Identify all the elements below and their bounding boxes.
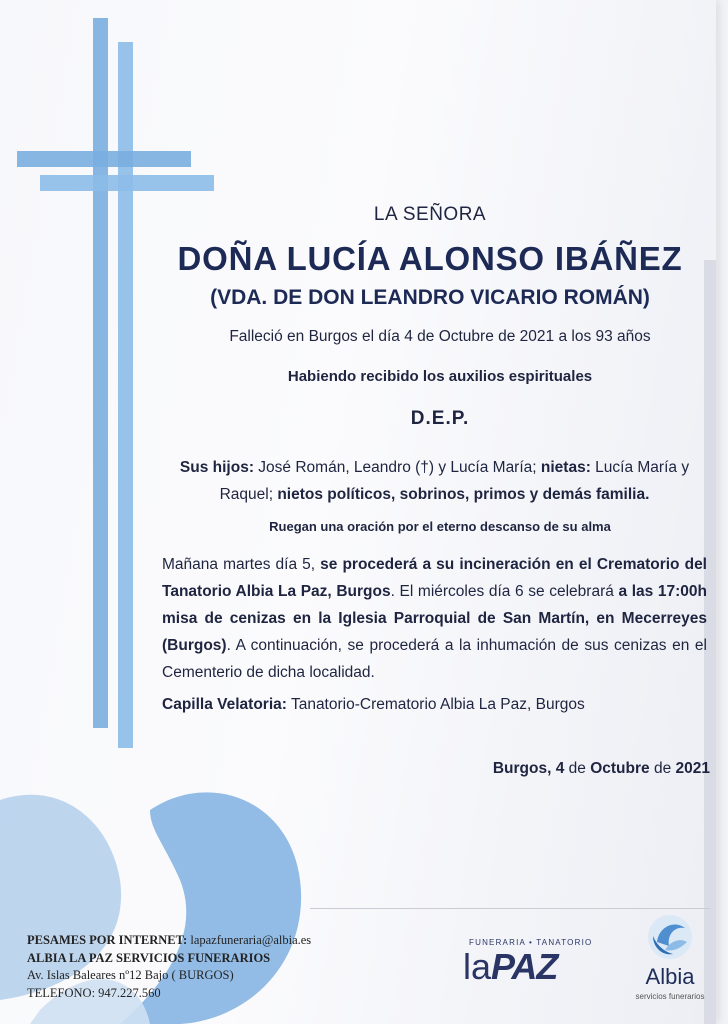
condolences-email[interactable]: lapazfuneraria@albia.es (190, 933, 312, 947)
title-prefix: LA SEÑORA (373, 204, 487, 225)
family-rest: nietos políticos, sobrinos, primos y demás familia. (277, 486, 650, 503)
la-paz-logo (463, 938, 613, 988)
cross-icon-vertical-1 (93, 18, 108, 728)
family-paragraph (162, 454, 707, 508)
deceased-name: DOÑA LUCÍA ALONSO IBÁÑEZ (177, 240, 683, 277)
date-de-2: de (653, 760, 672, 777)
albia-emblem-icon (645, 912, 695, 962)
arrangements-part-2: se procederá a su incineración en el Crematorio del Tanatorio Albia La Paz, Burgos (162, 556, 707, 600)
funeral-home-contact (27, 932, 311, 1002)
condolences-label: PESAMES POR INTERNET: (27, 933, 188, 947)
chapel-label: Capilla Velatoria: (162, 696, 287, 713)
albia-logo (630, 912, 710, 1012)
hijos-names: José Román, Leandro (†) y Lucía María; (254, 459, 541, 476)
date-month: Octubre (590, 760, 650, 777)
date-city: Burgos, (492, 760, 552, 777)
arrangements-part-1: Mañana martes día 5, (162, 556, 321, 573)
date-line (400, 760, 710, 778)
arrangements-paragraph (162, 551, 707, 686)
company-name: ALBIA LA PAZ SERVICIOS FUNERARIOS (27, 950, 271, 965)
chapel-value: Tanatorio-Crematorio Albia La Paz, Burgos (286, 696, 585, 713)
nietas-names: Lucía María y Raquel; (219, 459, 690, 503)
footer-divider (310, 908, 710, 909)
cross-icon-vertical-2 (118, 42, 133, 748)
widow-of: (VDA. DE DON LEANDRO VICARIO ROMÁN) (210, 286, 650, 309)
date-year: 2021 (675, 760, 710, 777)
chapel-line (162, 696, 707, 714)
cross-icon-horizontal-2 (40, 175, 214, 191)
la-paz-paz: PAZ (491, 946, 558, 987)
albia-wordmark: Albia (645, 964, 695, 989)
la-paz-wordmark (463, 946, 557, 988)
nietas-label: nietas: (540, 459, 591, 476)
la-paz-la: la (463, 946, 492, 987)
arrangements-part-5: . A continuación, se procederá a la inhumación de sus cenizas en el Cementerio de dicha localidad. (162, 637, 707, 681)
hijos-label: Sus hijos: (179, 459, 254, 476)
dep-line: D.E.P. (410, 408, 470, 429)
company-phone: TELEFONO: 947.227.560 (27, 985, 161, 1000)
company-address: Av. Islas Baleares nº12 Bajo ( BURGOS) (27, 968, 234, 982)
la-paz-tagline: FUNERARIA • TANATORIO (469, 938, 593, 947)
arrangements-part-4: a las 17:00h misa de cenizas en la Iglesia Parroquial de San Martín, en Mecerreyes (Burgos) (162, 583, 707, 654)
date-de-1: de (568, 760, 586, 777)
arrangements-part-3: . El miércoles día 6 se celebrará (390, 583, 619, 600)
condolences-line (27, 932, 311, 950)
cross-icon-horizontal-1 (17, 151, 191, 167)
albia-tagline: servicios funerarios (635, 992, 705, 1001)
date-day: 4 (555, 760, 565, 777)
sacraments-line: Habiendo recibido los auxilios espirituales (287, 368, 593, 385)
death-notice: Falleció en Burgos el día 4 de Octubre de 2021 a los 93 años (229, 328, 651, 345)
prayer-request: Ruegan una oración por el eterno descanso de su alma (269, 519, 611, 534)
